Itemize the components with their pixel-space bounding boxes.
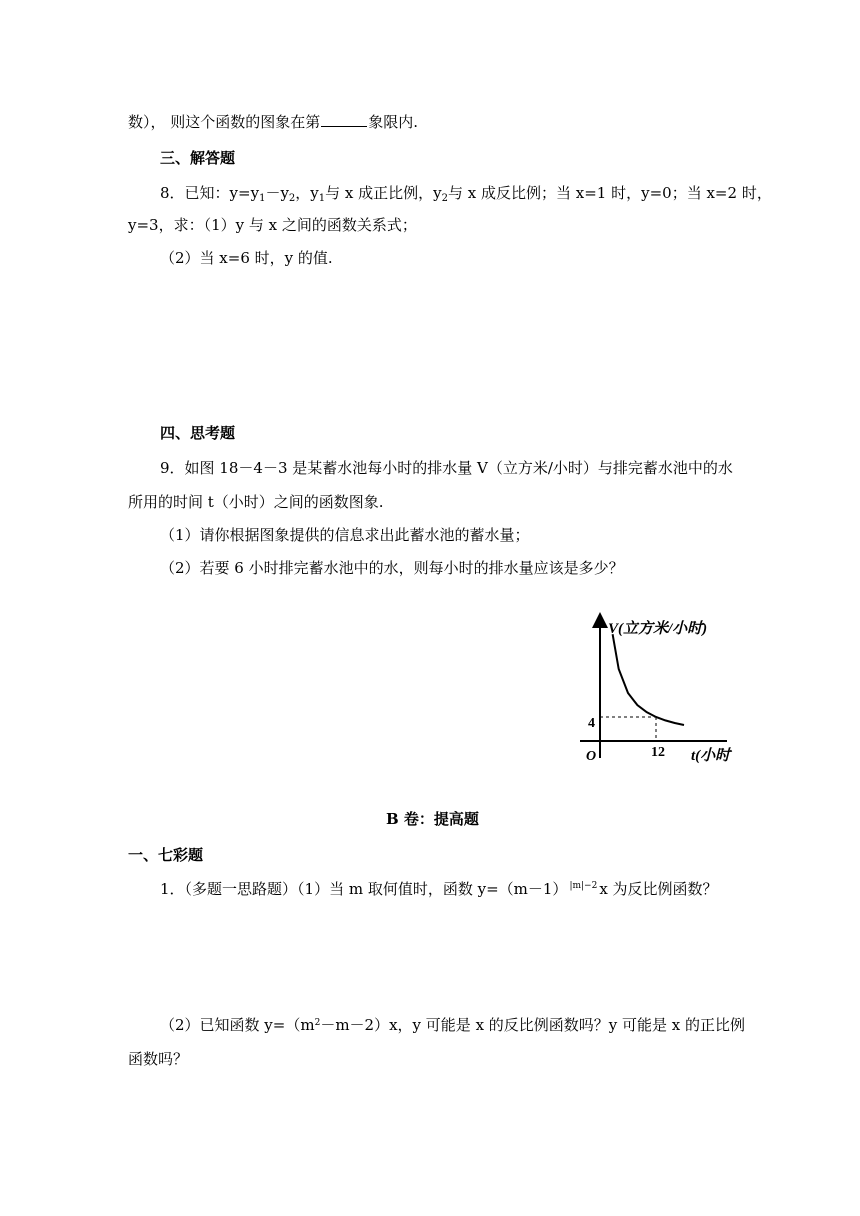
inverse-function-graph bbox=[575, 612, 735, 772]
b-section-1-title: 一、七彩题 bbox=[128, 846, 204, 864]
squared-exponent: 2 bbox=[314, 1018, 321, 1028]
q8-line-2: y=3，求：（1）y 与 x 之间的函数关系式； bbox=[128, 216, 417, 234]
q8-text-d: 与 x 成正比例，y bbox=[325, 184, 442, 202]
subscript-2b: 2 bbox=[441, 193, 449, 204]
x-axis-label: t(小时 bbox=[691, 748, 731, 764]
b1-text-d: －m－2）x，y 可能是 x 的反比例函数吗？y 可能是 x 的正比例 bbox=[320, 1016, 746, 1034]
b1-line-1 bbox=[160, 879, 718, 902]
origin-label: O bbox=[586, 749, 597, 764]
inverse-curve bbox=[613, 634, 684, 725]
b1-text-a: 1．（多题一思路题）（1）当 m 取何值时，函数 y=（m－1） bbox=[160, 880, 568, 898]
q9-line-3: （1）请你根据图象提供的信息求出此蓄水池的蓄水量； bbox=[160, 526, 530, 544]
q8-line-1 bbox=[160, 183, 772, 203]
q8-line-3: （2）当 x=6 时，y 的值. bbox=[160, 249, 333, 267]
q7-tail-prefix: 数）， 则这个函数的图象在第 bbox=[128, 113, 321, 131]
b1-line-2 bbox=[160, 1015, 745, 1035]
subscript-1b: 1 bbox=[318, 193, 326, 204]
q8-text-a: 8．已知：y=y bbox=[160, 184, 260, 202]
b1-text-b: x 为反比例函数？ bbox=[599, 880, 718, 898]
b1-exponent: |m|−2 bbox=[569, 881, 598, 891]
y-axis-label: V(立方米/小时) bbox=[608, 621, 708, 637]
x-tick-label: 12 bbox=[651, 745, 665, 760]
q9-line-2: 所用的时间 t（小时）之间的函数图象. bbox=[128, 493, 384, 511]
b1-text-c: （2）已知函数 y=（m bbox=[160, 1016, 315, 1034]
q8-text-c: ，y bbox=[295, 184, 319, 202]
q9-line-1: 9．如图 18－4－3 是某蓄水池每小时的排水量 V（立方米/小时）与排完蓄水池中的水 bbox=[160, 459, 733, 477]
q7-tail-line bbox=[128, 112, 418, 132]
y-tick-label: 4 bbox=[588, 716, 595, 731]
section-b-title: B 卷：提高题 bbox=[386, 810, 479, 828]
subscript-1: 1 bbox=[259, 193, 266, 204]
q7-tail-suffix: 象限内. bbox=[368, 113, 419, 131]
b1-line-3: 函数吗？ bbox=[128, 1050, 189, 1068]
q9-line-4: （2）若要 6 小时排完蓄水池中的水，则每小时的排水量应该是多少？ bbox=[160, 559, 624, 577]
section-3-title: 三、解答题 bbox=[160, 149, 236, 167]
q8-text-e: 与 x 成反比例；当 x=1 时，y=0；当 x=2 时， bbox=[448, 184, 772, 202]
section-4-title: 四、思考题 bbox=[160, 424, 236, 442]
answer-blank bbox=[321, 112, 367, 127]
subscript-2: 2 bbox=[288, 193, 296, 204]
q8-text-b: －y bbox=[265, 184, 289, 202]
